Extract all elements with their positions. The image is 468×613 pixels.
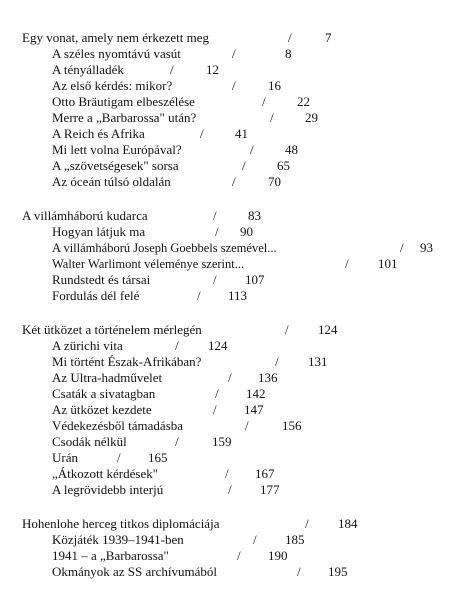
separator: / xyxy=(275,354,279,369)
toc-item-page: 65 xyxy=(277,158,290,173)
separator: / xyxy=(253,532,257,547)
toc-item-page: 48 xyxy=(285,142,298,157)
section-4-title: Hohenlohe herceg titkos diplomáciája xyxy=(22,516,220,531)
toc-item-page: 190 xyxy=(268,548,288,563)
toc-item-page: 70 xyxy=(268,174,281,189)
separator: / xyxy=(175,338,179,353)
toc-item-page: 101 xyxy=(378,256,398,271)
separator: / xyxy=(225,466,229,481)
separator: / xyxy=(285,322,289,337)
separator: / xyxy=(305,516,309,531)
separator: / xyxy=(213,272,217,287)
separator: / xyxy=(215,386,219,401)
toc-item-page: 195 xyxy=(328,564,348,579)
toc-item: A legrövidebb interjú xyxy=(52,482,164,497)
separator: / xyxy=(232,174,236,189)
toc-item: Az ütközet kezdete xyxy=(52,402,152,417)
section-2-title: A villámháború kudarca xyxy=(22,208,148,223)
toc-item-page: 131 xyxy=(308,354,328,369)
separator: / xyxy=(197,288,201,303)
toc-item-page: 124 xyxy=(208,338,228,353)
separator: / xyxy=(200,126,204,141)
toc-item-page: 177 xyxy=(260,482,280,497)
toc-item-page: 165 xyxy=(148,450,168,465)
toc-item: Az első kérdés: mikor? xyxy=(52,78,173,93)
toc-item-page: 90 xyxy=(240,224,253,239)
toc-item: A Reich és Afrika xyxy=(52,126,145,141)
section-3-page: 124 xyxy=(318,322,338,337)
section-1-title: Egy vonat, amely nem érkezett meg xyxy=(22,30,209,45)
separator: / xyxy=(400,240,404,255)
toc-item: Védekezésből támadásba xyxy=(52,418,184,433)
separator: / xyxy=(117,450,121,465)
separator: / xyxy=(213,402,217,417)
separator: / xyxy=(270,110,274,125)
separator: / xyxy=(242,158,246,173)
toc-item: Hogyan látjuk ma xyxy=(52,224,146,239)
section-2-page: 83 xyxy=(248,208,261,223)
toc-item-page: 22 xyxy=(297,94,310,109)
toc-item: Rundstedt és társai xyxy=(52,272,151,287)
toc-item: Csodák nélkül xyxy=(52,434,127,449)
separator: / xyxy=(213,208,217,223)
toc-item-page: 107 xyxy=(245,272,265,287)
section-1-page: 7 xyxy=(325,30,332,45)
section-4-page: 184 xyxy=(338,516,358,531)
toc-item: Csaták a sivatagban xyxy=(52,386,156,401)
toc-item: Az Ultra-hadművelet xyxy=(52,370,163,385)
separator: / xyxy=(175,434,179,449)
section-3-title: Két ütközet a történelem mérlegén xyxy=(22,322,202,337)
separator: / xyxy=(345,256,349,271)
toc-item-page: 147 xyxy=(244,402,264,417)
toc-item: A széles nyomtávú vasút xyxy=(52,46,181,61)
toc-item-page: 93 xyxy=(420,240,433,255)
toc-item: Okmányok az SS archívumából xyxy=(52,564,217,579)
toc-item-page: 12 xyxy=(206,62,219,77)
toc-item: A zürichi vita xyxy=(52,338,123,353)
toc-item-page: 159 xyxy=(212,434,232,449)
toc-item: Urán xyxy=(52,450,78,465)
toc-item-page: 29 xyxy=(305,110,318,125)
toc-item: „Átkozott kérdések" xyxy=(52,466,159,481)
toc-item-page: 8 xyxy=(285,46,292,61)
toc-item-page: 185 xyxy=(285,532,305,547)
separator: / xyxy=(250,142,254,157)
toc-item-page: 156 xyxy=(282,418,302,433)
separator: / xyxy=(288,30,292,45)
separator: / xyxy=(262,94,266,109)
toc-item-page: 41 xyxy=(235,126,248,141)
toc-item-page: 16 xyxy=(268,78,281,93)
toc-item: Walter Warlimont véleménye szerint... xyxy=(52,257,245,271)
toc-item: Közjáték 1939–1941-ben xyxy=(52,532,184,547)
separator: / xyxy=(245,418,249,433)
toc-item: Fordulás dél felé xyxy=(52,288,140,303)
toc-item: Otto Bräutigam elbeszélése xyxy=(52,94,195,109)
separator: / xyxy=(228,482,232,497)
toc-item: Az óceán túlsó oldalán xyxy=(52,174,171,189)
separator: / xyxy=(297,564,301,579)
toc-item-page: 142 xyxy=(246,386,266,401)
separator: / xyxy=(232,78,236,93)
toc-item: Mi történt Észak-Afrikában? xyxy=(52,354,202,369)
toc-item-page: 136 xyxy=(258,370,278,385)
separator: / xyxy=(237,548,241,563)
toc-item: A tényálladék xyxy=(52,62,124,77)
toc-item: Merre a „Barbarossa" után? xyxy=(52,110,197,125)
separator: / xyxy=(170,62,174,77)
toc-item: A villámháború Joseph Goebbels szemével... xyxy=(52,241,277,255)
toc-item-page: 113 xyxy=(228,288,248,303)
separator: / xyxy=(215,224,219,239)
toc-item: Mi lett volna Európával? xyxy=(52,142,182,157)
toc-item-page: 167 xyxy=(255,466,275,481)
separator: / xyxy=(232,46,236,61)
toc-item: 1941 – a „Barbarossa" xyxy=(52,548,169,563)
toc-item: A „szövetségesek" sorsa xyxy=(52,158,179,173)
separator: / xyxy=(228,370,232,385)
